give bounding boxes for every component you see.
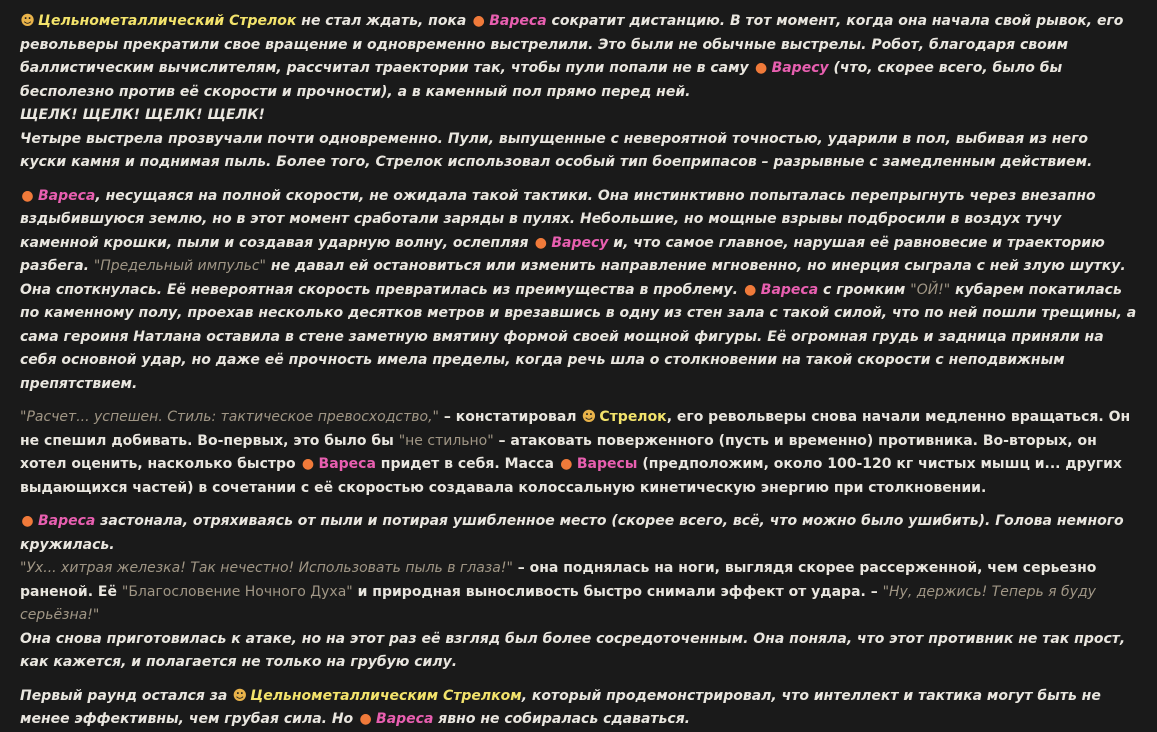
name-varesa: Варесу: [551, 234, 609, 251]
name-varesa: Вареса: [760, 281, 819, 298]
paragraph-4: ● Вареса застонала, отряхиваясь от пыли и потирая ушибленное место (скорее всего, всё, что можно было ушибить). Голова немного кружилась. "Ух... хитрая железка! Так нечестно! Использовать пыль в глаза!" – она поднялась на ноги, выглядя скорее рассерженной, чем серьезно раненой. Её "Благословение Ночного Духа" и природная выносливость быстро снимали эффект от удара. – "Ну, держись! Теперь я буду серьёзна!" Она снова приготовилась к атаке, но на этот раз её взгляд был более сосредоточенным. Она поняла, что этот противник не так прост, как кажется, и полагается не только на грубую силу.: [20, 510, 1137, 675]
peach-emoji-icon: ●: [744, 281, 757, 298]
peach-emoji-icon: ●: [560, 456, 573, 472]
quote-ability: "Предельный импульс": [93, 258, 266, 274]
peach-emoji-icon: ●: [21, 187, 34, 204]
sound-effect: ЩЕЛК! ЩЕЛК! ЩЕЛК! ЩЕЛК!: [20, 107, 265, 123]
name-varesa: Варесы: [576, 456, 638, 472]
paragraph-5: Первый раунд остался за ☻ Цельнометаллическим Стрелком, который продемонстрировал, что интеллект и тактика могут быть не менее эффективны, чем грубая сила. Но ● Вареса явно не собиралась сдаваться.: [20, 685, 1137, 732]
name-varesa: Варесу: [771, 60, 829, 76]
paragraph-3: "Расчет... успешен. Стиль: тактическое превосходство," – констатировал ☻ Стрелок, его револьверы снова начали медленно вращаться. Он не спешил добивать. Во-первых, это было бы "не стильно" – атаковать поверженного (пусть и временно) противника. Во-вторых, он хотел оценить, насколько быстро ● Вареса придет в себя. Масса ● Варесы (предположим, около 100-120 кг чистых мышц и... других выдающихся частей) в сочетании с её скоростью создавала колоссальную кинетическую энергию при столкновении.: [20, 406, 1137, 500]
cowboy-emoji-icon: ☻: [20, 13, 35, 29]
name-gunslinger: Цельнометаллическим Стрелком: [250, 687, 522, 704]
name-varesa: Вареса: [38, 187, 96, 204]
quote-dust: "Ух... хитрая железка! Так нечестно! Использовать пыль в глаза!": [20, 560, 513, 576]
paragraph-1: ☻ Цельнометаллический Стрелок не стал ждать, пока ● Вареса сократит дистанцию. В тот момент, когда она начала свой рывок, его револьверы прекратили свое вращение и одновременно выстрелили. Это были не обычные выстрелы. Робот, благодаря своим баллистическим вычислителям, рассчитал траектории так, чтобы пули попали не в саму ● Варесу (что, скорее всего, было бы бесполезно против её скорости и прочности), а в каменный пол прямо перед ней. ЩЕЛК! ЩЕЛК! ЩЕЛК! ЩЕЛК! Четыре выстрела прозвучали почти одновременно. Пули, выпущенные с невероятной точностью, ударили в пол, выбивая из него куски камня и поднимая пыль. Более того, Стрелок использовал особый тип боеприпасов – разрывные с замедленным действием.: [20, 10, 1137, 175]
peach-emoji-icon: ●: [534, 234, 547, 251]
name-varesa: Вареса: [38, 513, 96, 529]
peach-emoji-icon: ●: [21, 513, 34, 529]
peach-emoji-icon: ●: [754, 60, 768, 76]
quote-serious: "Ну, держись! Теперь я буду серьёзна!": [20, 583, 1096, 623]
peach-emoji-icon: ●: [359, 711, 372, 727]
quote-blessing: "Благословение Ночного Духа": [121, 583, 353, 600]
peach-emoji-icon: ●: [301, 456, 315, 472]
cowboy-emoji-icon: ☻: [232, 687, 248, 704]
name-varesa: Вареса: [376, 711, 434, 727]
name-gunslinger: Стрелок: [599, 409, 667, 425]
quote-not-stylish: "не стильно": [398, 432, 494, 449]
name-varesa: Вареса: [318, 456, 376, 472]
peach-emoji-icon: ●: [472, 13, 485, 29]
quote-oi: "ОЙ!": [910, 281, 951, 298]
quote-calculation: "Расчет... успешен. Стиль: тактическое превосходство,": [20, 409, 439, 425]
cowboy-emoji-icon: ☻: [581, 409, 597, 425]
name-gunslinger: Цельнометаллический Стрелок: [38, 13, 297, 29]
paragraph-2: ● Вареса, несущаяся на полной скорости, не ожидала такой тактики. Она инстинктивно попыталась перепрыгнуть через внезапно вздыбившуюся землю, но в этот момент сработали заряды в пулях. Небольшие, но мощные взрывы подбросили в воздух тучу каменной крошки, пыли и создавая ударную волну, ослепляя ● Варесу и, что самое главное, нарушая её равновесие и траекторию разбега. "Предельный импульс" не давал ей остановиться или изменить направление мгновенно, но инерция сыграла с ней злую шутку. Она споткнулась. Её невероятная скорость превратилась из преимущества в проблему. ● Вареса с громким "ОЙ!" кубарем покатилась по каменному полу, проехав несколько десятков метров и врезавшись в одну из стен зала с такой силой, что по ней пошли трещины, а сама героиня Натлана оставила в стене заметную вмятину формой своей мощной фигуры. Её огромная грудь и задница приняли на себя основной удар, но даже её прочность имела пределы, когда речь шла о столкновении на такой скорости с неподвижным препятствием.: [20, 185, 1137, 397]
name-varesa: Вареса: [489, 13, 547, 29]
